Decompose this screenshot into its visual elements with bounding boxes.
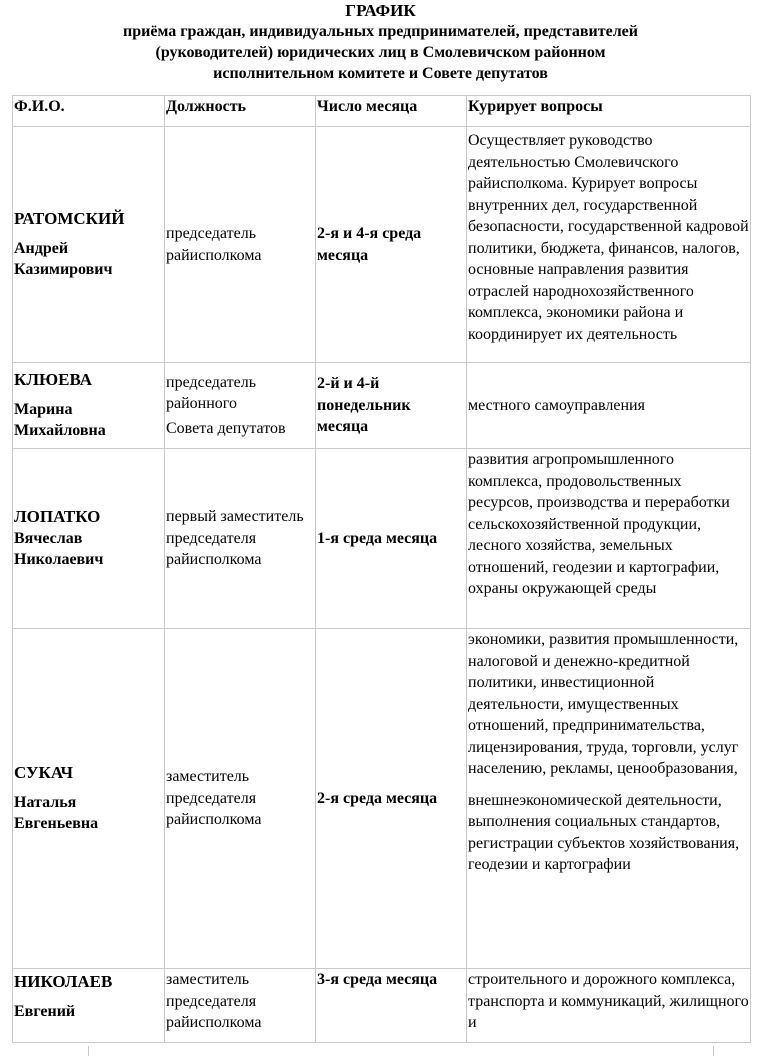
person-given-name: Марина Михайловна bbox=[14, 400, 106, 440]
date-cell: 1-я среда месяца bbox=[316, 449, 467, 629]
issues-cell bbox=[467, 969, 751, 1043]
document-subtitle-line-2: (руководителей) юридических лиц в Смолевичском районном bbox=[155, 44, 606, 61]
issues-text: развития агропромышленного комплекса, продовольственных ресурсов, производства и переработки сельскохозяйственной продукции, лесного хозяйства, земельных отношений, геодезии и картографии, охраны окружающей среды bbox=[468, 451, 730, 597]
column-header-date: Число месяца bbox=[316, 96, 467, 127]
person-surname: КЛЮЕВА bbox=[14, 370, 93, 390]
person-cell bbox=[13, 629, 165, 969]
issues-cell bbox=[467, 449, 751, 629]
page-edge-left bbox=[88, 1046, 89, 1056]
table-header-row bbox=[13, 96, 751, 127]
table-row bbox=[13, 363, 751, 449]
issues-cell bbox=[467, 629, 751, 969]
table-row bbox=[13, 449, 751, 629]
issues-text: экономики, развития промышленности, налоговой и денежно-кредитной политики, инвестиционной деятельности, имущественных отношений, предпринимательства, лицензирования, труда, торговли, услуг населению, рекламы, ценообразования, bbox=[468, 631, 739, 777]
date-cell: 2-я среда месяца bbox=[316, 629, 467, 969]
person-given-name: Вячеслав Николаевич bbox=[14, 529, 104, 569]
position-cell bbox=[165, 127, 316, 363]
column-header-issues: Курирует вопросы bbox=[467, 96, 751, 127]
person-cell bbox=[13, 449, 165, 629]
table-row bbox=[13, 629, 751, 969]
table-row bbox=[13, 127, 751, 363]
issues-text: Осуществляет руководство деятельностью Смолевичского райисполкома. Курирует вопросы внутренних дел, государственной безопасности, государственной кадровой политики, бюджета, финансов, налогов, основные направления развития отраслей народнохозяйственного комплекса, экономики района и координирует их деятельность bbox=[468, 132, 749, 343]
position-cell bbox=[165, 629, 316, 969]
position-text: заместитель председателя райисполкома bbox=[166, 971, 262, 1031]
issues-cell bbox=[467, 127, 751, 363]
column-header-position: Должность bbox=[165, 96, 316, 127]
page-edge-right bbox=[713, 1046, 714, 1056]
date-cell: 2-я и 4-я среда месяца bbox=[316, 127, 467, 363]
column-header-name: Ф.И.О. bbox=[13, 96, 165, 127]
position-cell bbox=[165, 363, 316, 449]
person-surname: РАТОМСКИЙ bbox=[14, 209, 125, 229]
person-surname: НИКОЛАЕВ bbox=[14, 972, 113, 991]
position-cell bbox=[165, 969, 316, 1043]
position-text: председатель районного bbox=[166, 373, 256, 413]
person-given-name: Андрей Казимирович bbox=[14, 239, 113, 279]
issues-text: строительного и дорожного комплекса, транспорта и коммуникаций, жилищного и bbox=[468, 971, 749, 1031]
document-header bbox=[0, 0, 761, 84]
schedule-table bbox=[12, 95, 751, 1043]
issues-cell bbox=[467, 363, 751, 449]
person-given-name: Евгений bbox=[14, 1002, 76, 1020]
position-cell bbox=[165, 449, 316, 629]
issues-text: местного самоуправления bbox=[468, 396, 645, 414]
person-surname: ЛОПАТКО bbox=[14, 507, 101, 527]
issues-text: внешнеэкономической деятельности, выполнения социальных стандартов, регистрации субъектов хозяйствования, геодезии и картографии bbox=[468, 791, 740, 873]
position-text: первый заместитель председателя райисполкома bbox=[166, 508, 304, 569]
document-subtitle-line-3: исполнительном комитете и Совете депутатов bbox=[213, 65, 548, 82]
person-surname: СУКАЧ bbox=[14, 763, 74, 783]
position-text: председатель райисполкома bbox=[166, 225, 262, 264]
position-text: Совета депутатов bbox=[166, 419, 286, 437]
table-row bbox=[13, 969, 751, 1043]
document-title: ГРАФИК bbox=[345, 1, 416, 20]
person-cell bbox=[13, 127, 165, 363]
person-cell bbox=[13, 969, 165, 1043]
person-cell bbox=[13, 363, 165, 449]
person-given-name: Наталья Евгеньевна bbox=[14, 793, 99, 833]
document-subtitle-line-1: приёма граждан, индивидуальных предпринимателей, представителей bbox=[123, 23, 638, 40]
date-cell: 2-й и 4-й понедельник месяца bbox=[316, 363, 467, 449]
date-cell: 3-я среда месяца bbox=[316, 969, 467, 1043]
position-text: заместитель председателя райисполкома bbox=[166, 768, 262, 829]
